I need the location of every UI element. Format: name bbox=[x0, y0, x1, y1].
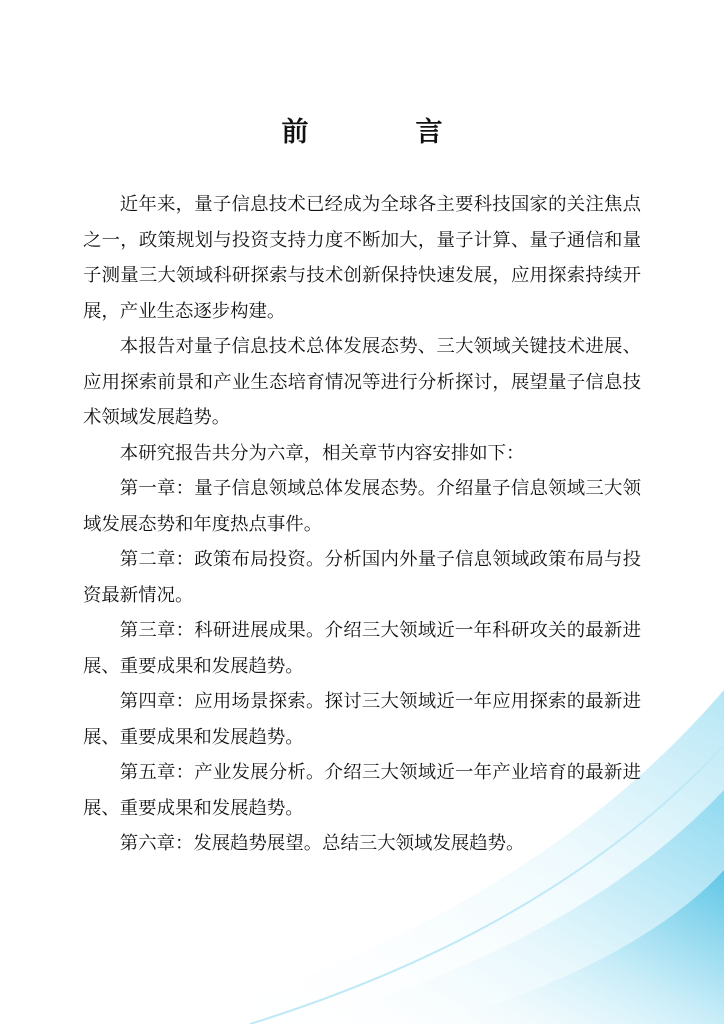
paragraph-chapter-3: 第三章：科研进展成果。介绍三大领域近一年科研攻关的最新进展、重要成果和发展趋势。 bbox=[83, 620, 641, 677]
paragraph-chapter-1: 第一章：量子信息领域总体发展态势。介绍量子信息领域三大领域发展态势和年度热点事件。 bbox=[83, 478, 641, 535]
paragraph-intro: 近年来，量子信息技术已经成为全球各主要科技国家的关注焦点之一，政策规划与投资支持力度不断加大，量子计算、量子通信和量子测量三大领域科研探索与技术创新保持快速发展，应用探索持续开展，产业生态逐步构建。 bbox=[83, 194, 641, 322]
page-title: 前 言 bbox=[281, 117, 483, 148]
paragraph-chapter-5: 第五章：产业发展分析。介绍三大领域近一年产业培育的最新进展、重要成果和发展趋势。 bbox=[83, 762, 641, 819]
paragraph-scope: 本报告对量子信息技术总体发展态势、三大领域关键技术进展、应用探索前景和产业生态培育情况等进行分析探讨，展望量子信息技术领域发展趋势。 bbox=[83, 336, 641, 428]
preface-body bbox=[83, 187, 641, 862]
paragraph-chapter-2: 第二章：政策布局投资。分析国内外量子信息领域政策布局与投资最新情况。 bbox=[83, 549, 641, 606]
paragraph-structure: 本研究报告共分为六章，相关章节内容安排如下： bbox=[119, 442, 525, 464]
paragraph-chapter-6: 第六章：发展趋势展望。总结三大领域发展趋势。 bbox=[119, 833, 525, 854]
paragraph-chapter-4: 第四章：应用场景探索。探讨三大领域近一年应用探索的最新进展、重要成果和发展趋势。 bbox=[83, 691, 641, 748]
